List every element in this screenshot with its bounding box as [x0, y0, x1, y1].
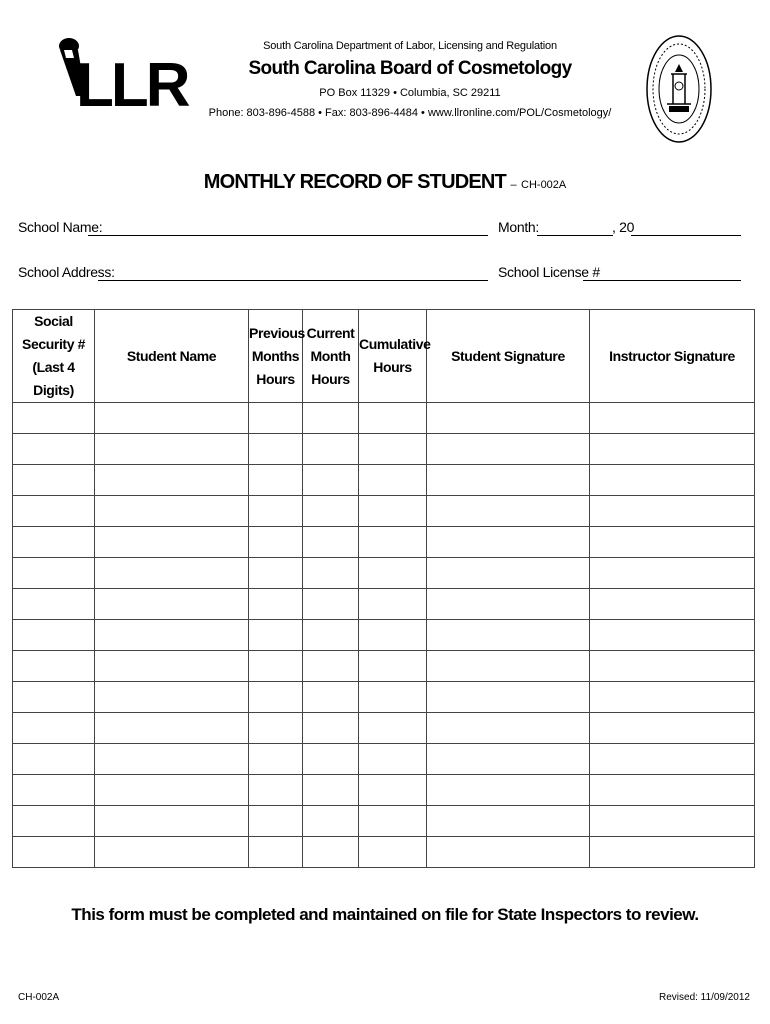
student-signature-cell[interactable]	[427, 527, 590, 558]
instructor-signature-cell[interactable]	[590, 620, 755, 651]
previous-hours-cell[interactable]	[249, 744, 303, 775]
previous-hours-cell[interactable]	[249, 682, 303, 713]
instructor-signature-cell[interactable]	[590, 651, 755, 682]
instructor-signature-cell[interactable]	[590, 434, 755, 465]
month-label: Month:	[498, 219, 539, 235]
previous-hours-cell[interactable]	[249, 403, 303, 434]
ssn-cell[interactable]	[13, 527, 95, 558]
cumulative-hours-cell[interactable]	[359, 465, 427, 496]
cumulative-hours-cell[interactable]	[359, 527, 427, 558]
previous-hours-cell[interactable]	[249, 806, 303, 837]
student-name-cell[interactable]	[95, 558, 249, 589]
year-prefix: , 20	[612, 219, 635, 235]
instructor-signature-cell[interactable]	[590, 713, 755, 744]
student-name-cell[interactable]	[95, 837, 249, 868]
current-hours-cell[interactable]	[303, 434, 359, 465]
ssn-cell[interactable]	[13, 434, 95, 465]
student-signature-cell[interactable]	[427, 775, 590, 806]
current-hours-cell[interactable]	[303, 527, 359, 558]
current-hours-cell[interactable]	[303, 403, 359, 434]
instructor-signature-cell[interactable]	[590, 403, 755, 434]
student-name-cell[interactable]	[95, 620, 249, 651]
footer-form-code: CH-002A	[18, 992, 60, 1003]
instructor-signature-cell[interactable]	[590, 558, 755, 589]
ssn-cell[interactable]	[13, 403, 95, 434]
form-code: CH-002A	[521, 179, 567, 191]
ssn-cell[interactable]	[13, 496, 95, 527]
table-row	[13, 434, 755, 465]
column-header-current-hours: Current Month Hours	[303, 310, 359, 403]
state-seal-icon	[645, 34, 713, 144]
column-header-ssn: Social Security # (Last 4 Digits)	[13, 310, 95, 403]
table-row	[13, 558, 755, 589]
school-name-label: School Name:	[18, 219, 103, 235]
cumulative-hours-cell[interactable]	[359, 496, 427, 527]
student-signature-cell[interactable]	[427, 651, 590, 682]
table-row	[13, 682, 755, 713]
cumulative-hours-cell[interactable]	[359, 713, 427, 744]
student-name-cell[interactable]	[95, 589, 249, 620]
previous-hours-cell[interactable]	[249, 465, 303, 496]
current-hours-cell[interactable]	[303, 775, 359, 806]
board-name: South Carolina Board of Cosmetology	[248, 58, 572, 79]
school-license-field[interactable]	[583, 280, 741, 281]
ssn-cell[interactable]	[13, 837, 95, 868]
column-header-previous-hours: Previous Months Hours	[249, 310, 303, 403]
table-row	[13, 713, 755, 744]
student-name-cell[interactable]	[95, 744, 249, 775]
llr-logo	[56, 36, 188, 120]
ssn-cell[interactable]	[13, 744, 95, 775]
student-signature-cell[interactable]	[427, 620, 590, 651]
table-row	[13, 496, 755, 527]
cumulative-hours-cell[interactable]	[359, 806, 427, 837]
previous-hours-cell[interactable]	[249, 496, 303, 527]
ssn-cell[interactable]	[13, 620, 95, 651]
student-name-cell[interactable]	[95, 403, 249, 434]
student-name-cell[interactable]	[95, 465, 249, 496]
previous-hours-cell[interactable]	[249, 527, 303, 558]
student-signature-cell[interactable]	[427, 465, 590, 496]
cumulative-hours-cell[interactable]	[359, 682, 427, 713]
cumulative-hours-cell[interactable]	[359, 589, 427, 620]
instructor-signature-cell[interactable]	[590, 837, 755, 868]
svg-text:LLR: LLR	[76, 51, 188, 120]
column-header-student-name: Student Name	[95, 310, 249, 403]
ssn-cell[interactable]	[13, 682, 95, 713]
student-records-table	[12, 309, 755, 868]
column-header-instructor-signature: Instructor Signature	[590, 310, 755, 403]
current-hours-cell[interactable]	[303, 620, 359, 651]
previous-hours-cell[interactable]	[249, 713, 303, 744]
student-name-cell[interactable]	[95, 496, 249, 527]
table-row	[13, 744, 755, 775]
previous-hours-cell[interactable]	[249, 434, 303, 465]
form-title-separator: –	[510, 179, 517, 191]
previous-hours-cell[interactable]	[249, 558, 303, 589]
student-signature-cell[interactable]	[427, 744, 590, 775]
student-signature-cell[interactable]	[427, 806, 590, 837]
student-name-cell[interactable]	[95, 651, 249, 682]
table-row	[13, 527, 755, 558]
student-signature-cell[interactable]	[427, 713, 590, 744]
current-hours-cell[interactable]	[303, 465, 359, 496]
column-header-student-signature: Student Signature	[427, 310, 590, 403]
ssn-cell[interactable]	[13, 465, 95, 496]
column-header-cumulative-hours: Cumulative Hours	[359, 310, 427, 403]
student-name-cell[interactable]	[95, 527, 249, 558]
current-hours-cell[interactable]	[303, 651, 359, 682]
table-body	[13, 403, 755, 868]
student-signature-cell[interactable]	[427, 403, 590, 434]
student-name-cell[interactable]	[95, 682, 249, 713]
student-signature-cell[interactable]	[427, 496, 590, 527]
student-signature-cell[interactable]	[427, 589, 590, 620]
table-header-row	[13, 310, 755, 403]
form-title: MONTHLY RECORD OF STUDENT	[203, 171, 506, 193]
board-address: PO Box 11329 • Columbia, SC 29211	[319, 87, 501, 99]
student-signature-cell[interactable]	[427, 837, 590, 868]
ssn-cell[interactable]	[13, 775, 95, 806]
current-hours-cell[interactable]	[303, 496, 359, 527]
instructor-signature-cell[interactable]	[590, 775, 755, 806]
department-name: South Carolina Department of Labor, Licensing and Regulation	[263, 40, 557, 52]
school-address-label: School Address:	[18, 264, 115, 280]
previous-hours-cell[interactable]	[249, 620, 303, 651]
instructor-signature-cell[interactable]	[590, 589, 755, 620]
previous-hours-cell[interactable]	[249, 775, 303, 806]
student-name-cell[interactable]	[95, 713, 249, 744]
ssn-cell[interactable]	[13, 558, 95, 589]
school-license-label: School License #	[498, 264, 600, 280]
previous-hours-cell[interactable]	[249, 651, 303, 682]
instructor-signature-cell[interactable]	[590, 744, 755, 775]
cumulative-hours-cell[interactable]	[359, 558, 427, 589]
instructor-signature-cell[interactable]	[590, 527, 755, 558]
school-name-field[interactable]	[88, 235, 488, 236]
cumulative-hours-cell[interactable]	[359, 403, 427, 434]
current-hours-cell[interactable]	[303, 806, 359, 837]
cumulative-hours-cell[interactable]	[359, 837, 427, 868]
table-row	[13, 589, 755, 620]
instructor-signature-cell[interactable]	[590, 682, 755, 713]
current-hours-cell[interactable]	[303, 558, 359, 589]
board-contact: Phone: 803-896-4588 • Fax: 803-896-4484 • www.llronline.com/POL/Cosmetology/	[208, 107, 612, 119]
ssn-cell[interactable]	[13, 651, 95, 682]
table-row	[13, 403, 755, 434]
student-signature-cell[interactable]	[427, 434, 590, 465]
ssn-cell[interactable]	[13, 589, 95, 620]
table-row	[13, 651, 755, 682]
table-row	[13, 465, 755, 496]
current-hours-cell[interactable]	[303, 589, 359, 620]
cumulative-hours-cell[interactable]	[359, 434, 427, 465]
table-row	[13, 620, 755, 651]
table-row	[13, 806, 755, 837]
cumulative-hours-cell[interactable]	[359, 775, 427, 806]
previous-hours-cell[interactable]	[249, 589, 303, 620]
instructor-signature-cell[interactable]	[590, 496, 755, 527]
instructor-signature-cell[interactable]	[590, 465, 755, 496]
cumulative-hours-cell[interactable]	[359, 651, 427, 682]
revision-date: Revised: 11/09/2012	[659, 992, 750, 1003]
current-hours-cell[interactable]	[303, 682, 359, 713]
cumulative-hours-cell[interactable]	[359, 744, 427, 775]
ssn-cell[interactable]	[13, 806, 95, 837]
table-row	[13, 775, 755, 806]
table-row	[13, 837, 755, 868]
student-name-cell[interactable]	[95, 806, 249, 837]
form-title-line	[0, 171, 770, 194]
current-hours-cell[interactable]	[303, 837, 359, 868]
student-name-cell[interactable]	[95, 775, 249, 806]
month-field[interactable]	[537, 235, 613, 236]
current-hours-cell[interactable]	[303, 713, 359, 744]
student-signature-cell[interactable]	[427, 682, 590, 713]
instructor-signature-cell[interactable]	[590, 806, 755, 837]
inspection-notice: This form must be completed and maintained on file for State Inspectors to review.	[71, 905, 699, 924]
ssn-cell[interactable]	[13, 713, 95, 744]
year-field[interactable]	[631, 235, 741, 236]
school-address-field[interactable]	[98, 280, 488, 281]
previous-hours-cell[interactable]	[249, 837, 303, 868]
student-signature-cell[interactable]	[427, 558, 590, 589]
student-name-cell[interactable]	[95, 434, 249, 465]
cumulative-hours-cell[interactable]	[359, 620, 427, 651]
current-hours-cell[interactable]	[303, 744, 359, 775]
